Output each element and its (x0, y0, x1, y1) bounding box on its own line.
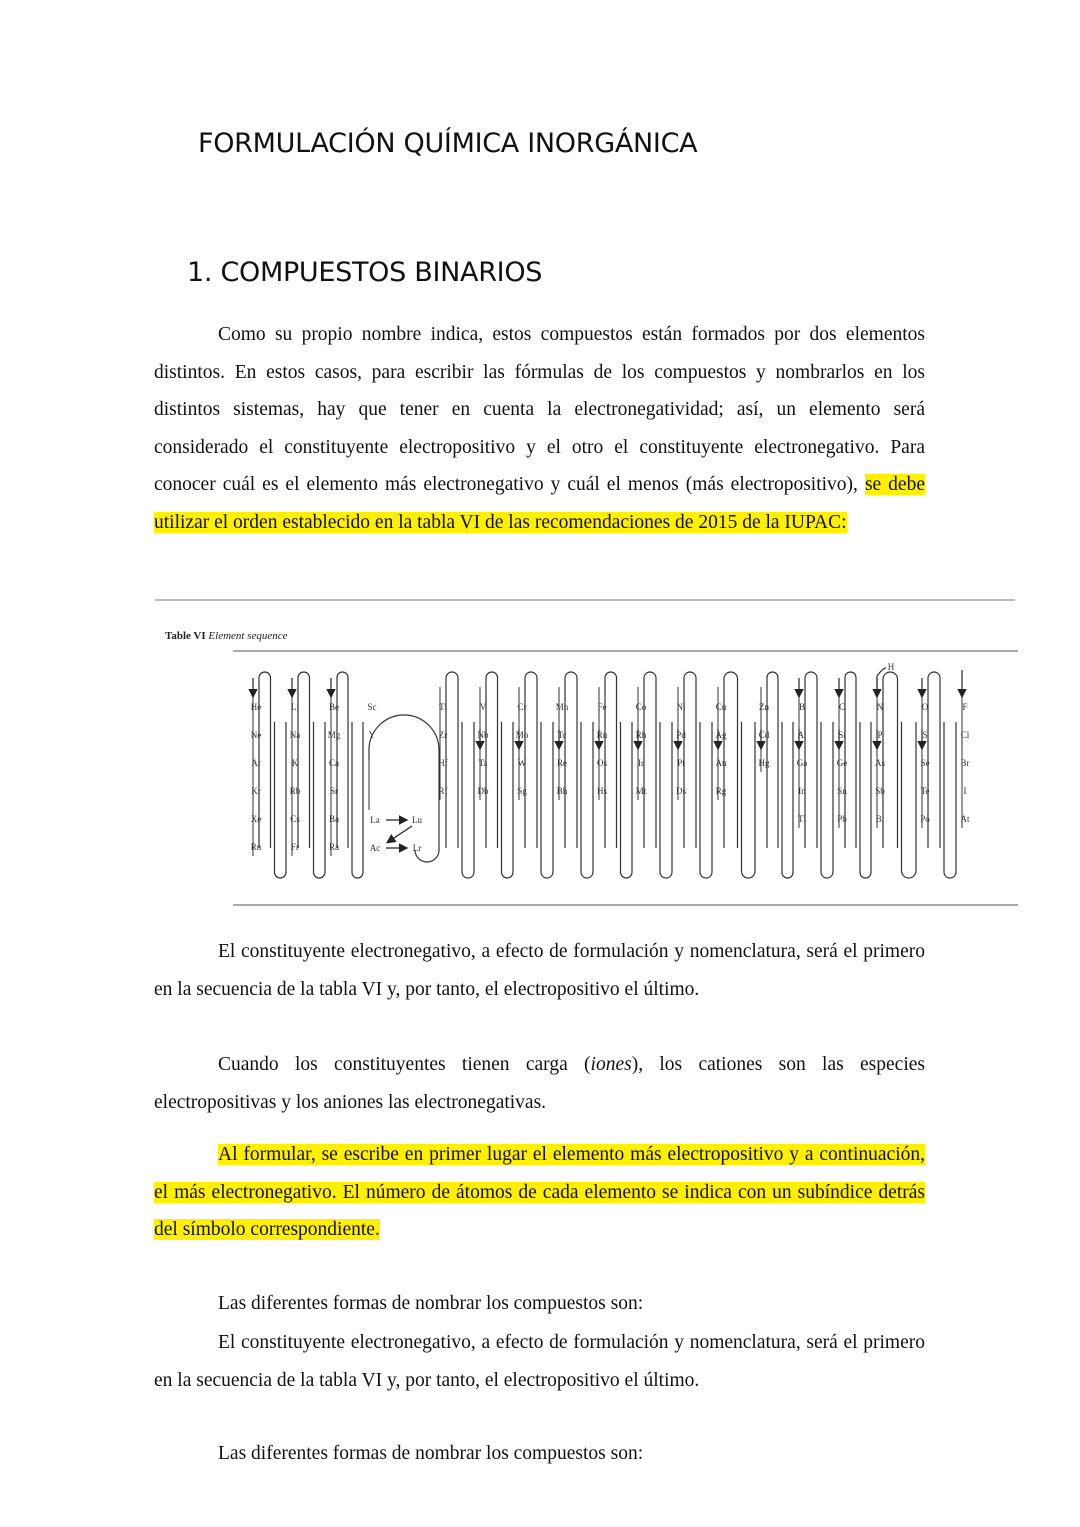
sequence-loop (502, 722, 514, 878)
element-fr: Fr (290, 842, 300, 852)
figure-top-rule (155, 599, 1015, 601)
sequence-loop (928, 672, 940, 848)
element-h: H (887, 662, 895, 672)
paragraph-formulation (154, 1136, 925, 1249)
element-sc: Sc (367, 702, 377, 712)
element-s: S (922, 730, 928, 740)
sc-group-loop (369, 715, 439, 862)
element-ar: Ar (251, 758, 261, 768)
element-ga: Ga (796, 758, 808, 768)
paragraph-ions (154, 1046, 925, 1121)
element-li: Li (291, 702, 299, 712)
element-ge: Ge (836, 758, 848, 768)
element-os: Os (596, 758, 608, 768)
element-b: B (798, 702, 806, 712)
element-in: In (798, 786, 806, 796)
element-as: As (874, 758, 886, 768)
element-cr: Cr (517, 702, 527, 712)
element-hf: Hf (438, 758, 448, 768)
formulation-highlight: Al formular, se escribe en primer lugar el elemento más electropositivo y a continuación, el más electronegativo. El número de átomos de cada elemento se indica con un subíndice detrás del símbolo correspondiente. (154, 1144, 925, 1240)
sequence-loop (684, 672, 696, 848)
element-ds: Ds (675, 786, 687, 796)
element-ca: Ca (329, 758, 339, 768)
sequence-loop (486, 672, 498, 848)
sequence-loop (581, 722, 593, 878)
element-zr: Zr (438, 730, 448, 740)
sequence-loop (462, 722, 474, 878)
element-rg: Rg (715, 786, 727, 796)
element-pt: Pt (677, 758, 685, 768)
element-cu: Cu (715, 702, 727, 712)
element-na: Na (289, 730, 301, 740)
element-cl: Cl (960, 730, 970, 740)
element-ra: Ra (329, 842, 339, 852)
element-br: Br (960, 758, 970, 768)
paragraph-electronegative-repeat: El constituyente electronegativo, a efecto de formulación y nomenclatura, será el primero en la secuencia de la tabla VI y, por tanto, el electropositivo el último. (154, 1332, 925, 1391)
element-c: C (838, 702, 846, 712)
element-zn: Zn (759, 702, 769, 712)
element-co: Co (635, 702, 647, 712)
element-lu: Lu (412, 815, 422, 825)
element-ni: Ni (676, 702, 686, 712)
element-sn: Sn (837, 786, 847, 796)
sequence-loop (644, 672, 656, 848)
sequence-loop (883, 672, 898, 848)
paragraph-intro (154, 316, 925, 541)
ions-text-2: ), los cationes son las especies electropositivas y los aniones las electronegativas. (154, 1054, 925, 1113)
sequence-loop (275, 722, 287, 878)
sequence-loop (541, 722, 553, 878)
element-sb: Sb (875, 786, 885, 796)
intro-highlight: se debe utilizar el orden establecido en la tabla VI de las recomendaciones de 2015 de la IUPAC: (154, 474, 925, 533)
section-heading: 1. COMPUESTOS BINARIOS (187, 257, 543, 288)
sequence-loop (314, 722, 326, 878)
element-xe: Xe (250, 814, 262, 824)
element-au: Au (715, 758, 727, 768)
element-sequence-figure (160, 620, 1040, 920)
element-ac: Ac (369, 843, 381, 853)
element-la: La (370, 815, 380, 825)
element-bi: Bi (875, 814, 885, 824)
element-ba: Ba (329, 814, 339, 824)
sequence-loop (944, 722, 956, 878)
paragraph-electronegative: El constituyente electronegativo, a efecto de formulación y nomenclatura, será el primero en la secuencia de la tabla VI y, por tanto, el electropositivo el último. (154, 941, 925, 1000)
sequence-loop (700, 722, 712, 878)
element-nb: Nb (477, 730, 489, 740)
element-n: N (876, 702, 884, 712)
sequence-loop (621, 722, 633, 878)
element-hg: Hg (758, 758, 770, 768)
hydrogen-connector (877, 668, 886, 690)
element-v: V (479, 702, 487, 712)
sequence-loop (660, 722, 672, 878)
element-al: Al (797, 730, 807, 740)
element-re: Re (557, 758, 567, 768)
element-mg: Mg (327, 730, 341, 740)
element-y: Y (368, 730, 376, 740)
sequence-loop (352, 722, 363, 878)
ions-text-1: Cuando los constituyentes tienen carga ( (218, 1054, 591, 1075)
element-mn: Mn (555, 702, 569, 712)
element-po: Po (920, 814, 930, 824)
element-cd: Cd (758, 730, 770, 740)
element-he: He (250, 702, 262, 712)
element-mt: Mt (635, 786, 647, 796)
element-mo: Mo (515, 730, 529, 740)
element-sg: Sg (517, 786, 527, 796)
element-si: Si (838, 730, 846, 740)
element-te: Te (920, 786, 930, 796)
element-f: F (962, 702, 968, 712)
element-p: P (877, 730, 883, 740)
element-rb: Rb (289, 786, 301, 796)
lu-ac-arrow (388, 826, 412, 842)
element-se: Se (920, 758, 930, 768)
sequence-loop (782, 722, 793, 878)
ions-italic: iones (590, 1054, 632, 1075)
element-be: Be (329, 702, 339, 712)
element-i: I (963, 786, 967, 796)
intro-text: Como su propio nombre indica, estos compuestos están formados por dos elementos distintos. En estos casos, para escribir las fórmulas de los compuestos y nombrarlos en los distintos sistemas, hay que tener en cuenta la electronegatividad; así, un elemento será considerado el constituyente electropositivo y el otro el constituyente electronegativo. Para conocer cuál es el elemento más electronegativo y cuál el menos (más electropositivo), (154, 324, 925, 495)
element-pb: Pb (837, 814, 847, 824)
element-o: O (921, 702, 929, 712)
sequence-loop (525, 672, 537, 848)
element-kr: Kr (251, 786, 261, 796)
sequence-loop (742, 722, 756, 878)
sequence-loop (860, 722, 871, 878)
element-fe: Fe (597, 702, 607, 712)
element-db: Db (477, 786, 489, 796)
figure-caption: Table VI Element sequence (165, 630, 288, 642)
element-hs: Hs (596, 786, 608, 796)
sequence-loop (821, 722, 833, 878)
sequence-loop (446, 672, 458, 848)
element-ta: Ta (478, 758, 488, 768)
element-lr: Lr (412, 843, 422, 853)
element-rf: Rf (438, 786, 448, 796)
paragraph-naming-intro-repeat: Las diferentes formas de nombrar los compuestos son: (218, 1443, 644, 1464)
element-bh: Bh (556, 786, 568, 796)
element-w: W (517, 758, 527, 768)
element-tl: Tl (798, 814, 806, 824)
sequence-loop (902, 722, 917, 878)
paragraph-naming-intro: Las diferentes formas de nombrar los compuestos son: (218, 1293, 644, 1314)
element-k: K (291, 758, 299, 768)
element-ir: Ir (638, 758, 644, 768)
element-ag: Ag (715, 730, 727, 740)
element-at: At (960, 814, 970, 824)
element-rn: Rn (250, 842, 262, 852)
element-rh: Rh (635, 730, 647, 740)
element-pd: Pd (676, 730, 686, 740)
element-tc: Tc (557, 730, 567, 740)
element-sr: Sr (329, 786, 339, 796)
document-title: FORMULACIÓN QUÍMICA INORGÁNICA (198, 128, 698, 159)
element-ru: Ru (596, 730, 608, 740)
element-cs: Cs (290, 814, 300, 824)
element-ti: Ti (439, 702, 447, 712)
element-ne: Ne (250, 730, 262, 740)
